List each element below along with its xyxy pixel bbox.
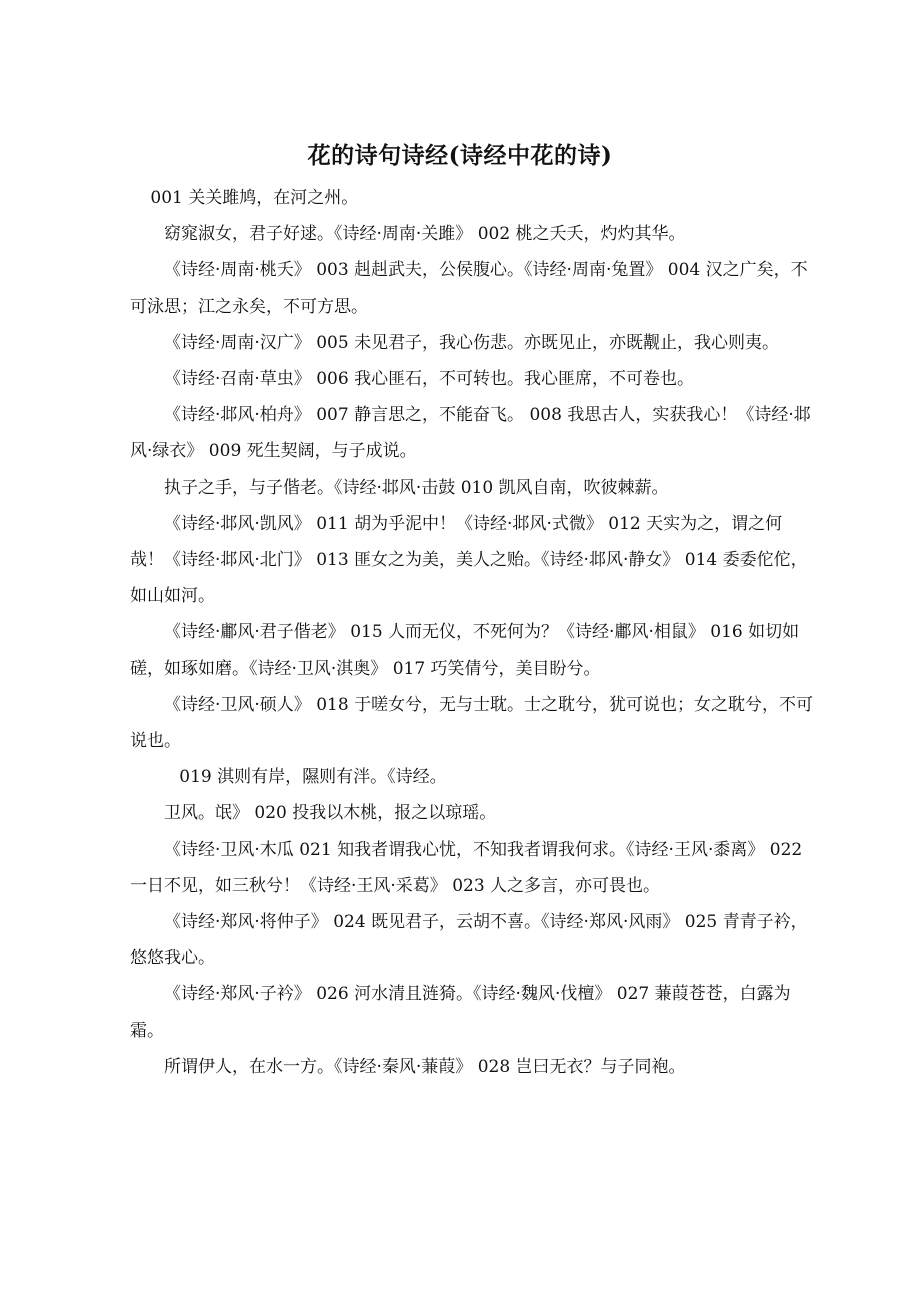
paragraph: 《诗经·卫风·硕人》 018 于嗟女兮，无与士耽。士之耽兮，犹可说也；女之耽兮，不可说也。 xyxy=(130,694,814,752)
paragraph: 001 关关雎鸠，在河之州。 xyxy=(150,188,359,208)
paragraph: 《诗经·邶风·柏舟》 007 静言思之，不能奋飞。 008 我思古人，实获我心！《诗经·邶风·绿衣》 009 死生契阔，与子成说。 xyxy=(130,405,811,462)
page-title: 花的诗句诗经(诗经中花的诗) xyxy=(307,142,613,169)
paragraph: 《诗经·召南·草虫》 006 我心匪石，不可转也。我心匪席，不可卷也。 xyxy=(164,369,695,390)
paragraph: 窈窕淑女，君子好逑。《诗经·周南·关雎》 002 桃之夭夭，灼灼其华。 xyxy=(164,224,686,245)
paragraph: 《诗经·邶风·凯风》 011 胡为乎泥中！《诗经·邶风·式微》 012 天实为之，谓之何哉！《诗经·邶风·北门》 013 匪女之为美，美人之贻。《诗经·邶风·静女》 014 委委佗佗，如山如河。 xyxy=(130,513,808,607)
paragraph: 《诗经·卫风·木瓜 021 知我者谓我心忧，不知我者谓我何求。《诗经·王风·黍离》 022 一日不见，如三秋兮！《诗经·王风·采葛》 023 人之多言，亦可畏也。 xyxy=(130,839,803,896)
paragraph: 所谓伊人，在水一方。《诗经·秦风·蒹葭》 028 岂曰无衣？与子同袍。 xyxy=(164,1056,686,1077)
paragraph: 《诗经·郑风·将仲子》 024 既见君子，云胡不喜。《诗经·郑风·风雨》 025 青青子衿，悠悠我心。 xyxy=(130,912,808,969)
document-body xyxy=(130,180,815,1085)
paragraph: 卫风。氓》 020 投我以木桃，报之以琼瑶。 xyxy=(164,803,497,824)
paragraph: 执子之手，与子偕老。《诗经·邶风·击鼓 010 凯风自南，吹彼棘薪。 xyxy=(164,477,669,498)
paragraph: 《诗经·郑风·子衿》 026 河水清且涟猗。《诗经·魏风·伐檀》 027 蒹葭苍苍，白露为霜。 xyxy=(130,984,791,1041)
paragraph: 019 淇则有岸，隰则有泮。《诗经。 xyxy=(179,767,447,788)
paragraph: 《诗经·周南·汉广》 005 未见君子，我心伤悲。亦既见止，亦既觏止，我心则夷。 xyxy=(164,332,780,353)
paragraph: 《诗经·周南·桃夭》 003 赳赳武夫，公侯腹心。《诗经·周南·兔置》 004 汉之广矣，不可泳思；江之永矣，不可方思。 xyxy=(130,260,808,317)
paragraph: 《诗经·鄘风·君子偕老》 015 人而无仪，不死何为？《诗经·鄘风·相鼠》 016 如切如磋，如琢如磨。《诗经·卫风·淇奥》 017 巧笑倩兮，美目盼兮。 xyxy=(130,622,800,679)
